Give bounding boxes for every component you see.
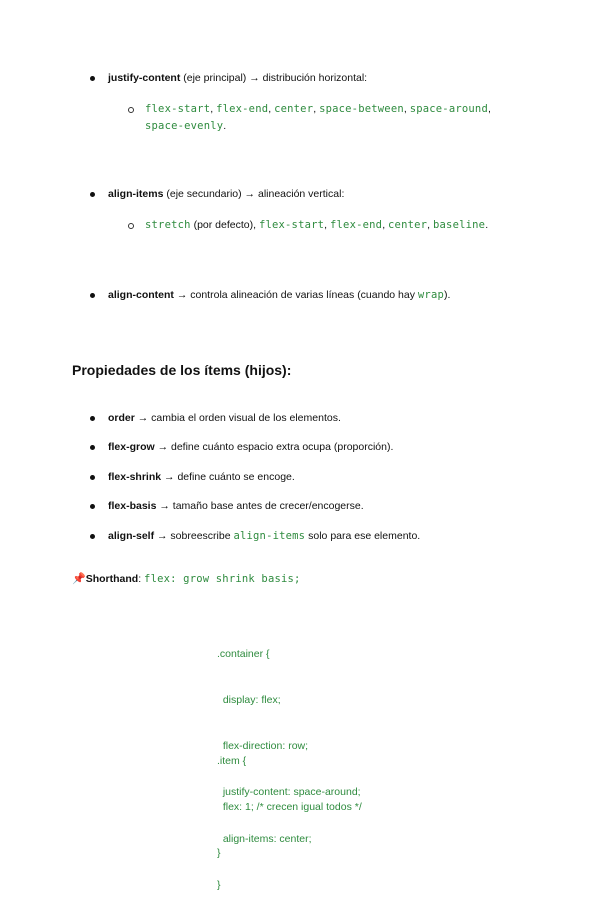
code-block-item: [217, 723, 362, 892]
property-name: align-items: [108, 188, 164, 200]
flex-grow-item: [108, 440, 393, 454]
property-desc: (eje principal) → distribución horizontal:: [180, 72, 368, 84]
justify-values-line-1: flex-start, flex-end, center, space-between, space-around,: [145, 103, 491, 115]
property-desc: (eje secundario) → alineación vertical:: [163, 188, 345, 200]
shorthand-line: [72, 572, 301, 586]
justify-values-line-2: space-evenly.: [145, 120, 227, 132]
code-line: .container {: [217, 647, 270, 660]
property-desc: → define cuánto espacio extra ocupa (proporción).: [154, 441, 394, 453]
property-desc: → define cuánto se encoge.: [161, 471, 295, 483]
code-line: justify-content: space-around;: [217, 786, 361, 799]
property-name: align-self: [108, 530, 155, 542]
bullet: [90, 534, 95, 539]
property-name: order: [108, 412, 135, 424]
property-name: justify-content: [108, 72, 181, 84]
code-line: flex: 1; /* crecen igual todos */: [217, 801, 362, 814]
bullet: [90, 475, 95, 480]
value-code: wrap: [417, 289, 444, 301]
value-code: space-around: [409, 103, 488, 115]
property-desc: → cambia el orden visual de los elementos.: [134, 412, 341, 424]
value-code: space-evenly: [145, 120, 224, 132]
order-item: [108, 411, 341, 425]
shorthand-colon: :: [138, 573, 145, 585]
justify-content-item: [108, 71, 367, 85]
value-note: (por defecto),: [190, 219, 259, 231]
property-desc: → sobreescribe: [154, 530, 234, 542]
value-code: align-items: [233, 530, 306, 542]
bullet: [90, 293, 95, 298]
value-code: center: [388, 219, 428, 231]
property-name: flex-basis: [108, 500, 157, 512]
value-code: stretch: [145, 219, 191, 231]
property-name: flex-grow: [108, 441, 155, 453]
value-code: center: [274, 103, 314, 115]
shorthand-label: Shorthand: [85, 573, 139, 585]
align-items-values: stretch (por defecto), flex-start, flex-end, center, baseline.: [145, 219, 489, 231]
align-self-item: [108, 529, 420, 543]
value-code: space-between: [319, 103, 404, 115]
property-end: solo para ese elemento.: [305, 530, 421, 542]
section-heading: Propiedades de los ítems (hijos):: [72, 362, 292, 378]
value-code: baseline: [433, 219, 486, 231]
bullet: [90, 192, 95, 197]
code-line: .item {: [217, 754, 247, 767]
align-content-item: [108, 288, 450, 302]
shorthand-code: flex: grow shrink basis;: [144, 573, 301, 585]
sub-bullet: [128, 107, 134, 113]
bullet: [90, 445, 95, 450]
value-code: flex-end: [330, 219, 383, 231]
align-items-item: [108, 187, 344, 201]
property-desc: → controla alineación de varias líneas (cuando hay: [173, 289, 418, 301]
pushpin-icon: 📌: [72, 573, 86, 585]
code-line: }: [217, 847, 221, 860]
flex-basis-item: [108, 499, 364, 513]
sub-bullet: [128, 223, 134, 229]
property-name: align-content: [108, 289, 174, 301]
bullet: [90, 504, 95, 509]
code-line: flex-direction: row;: [217, 740, 309, 753]
bullet: [90, 76, 95, 81]
value-code: flex-start: [145, 103, 211, 115]
value-code: flex-start: [258, 219, 325, 231]
code-line: }: [217, 878, 221, 891]
flex-shrink-item: [108, 470, 295, 484]
bullet: [90, 416, 95, 421]
property-end: ).: [444, 289, 451, 301]
value-code: flex-end: [216, 103, 269, 115]
code-line: display: flex;: [217, 694, 281, 707]
property-desc: → tamaño base antes de crecer/encogerse.: [156, 500, 364, 512]
code-line: align-items: center;: [217, 832, 312, 845]
property-name: flex-shrink: [108, 471, 162, 483]
